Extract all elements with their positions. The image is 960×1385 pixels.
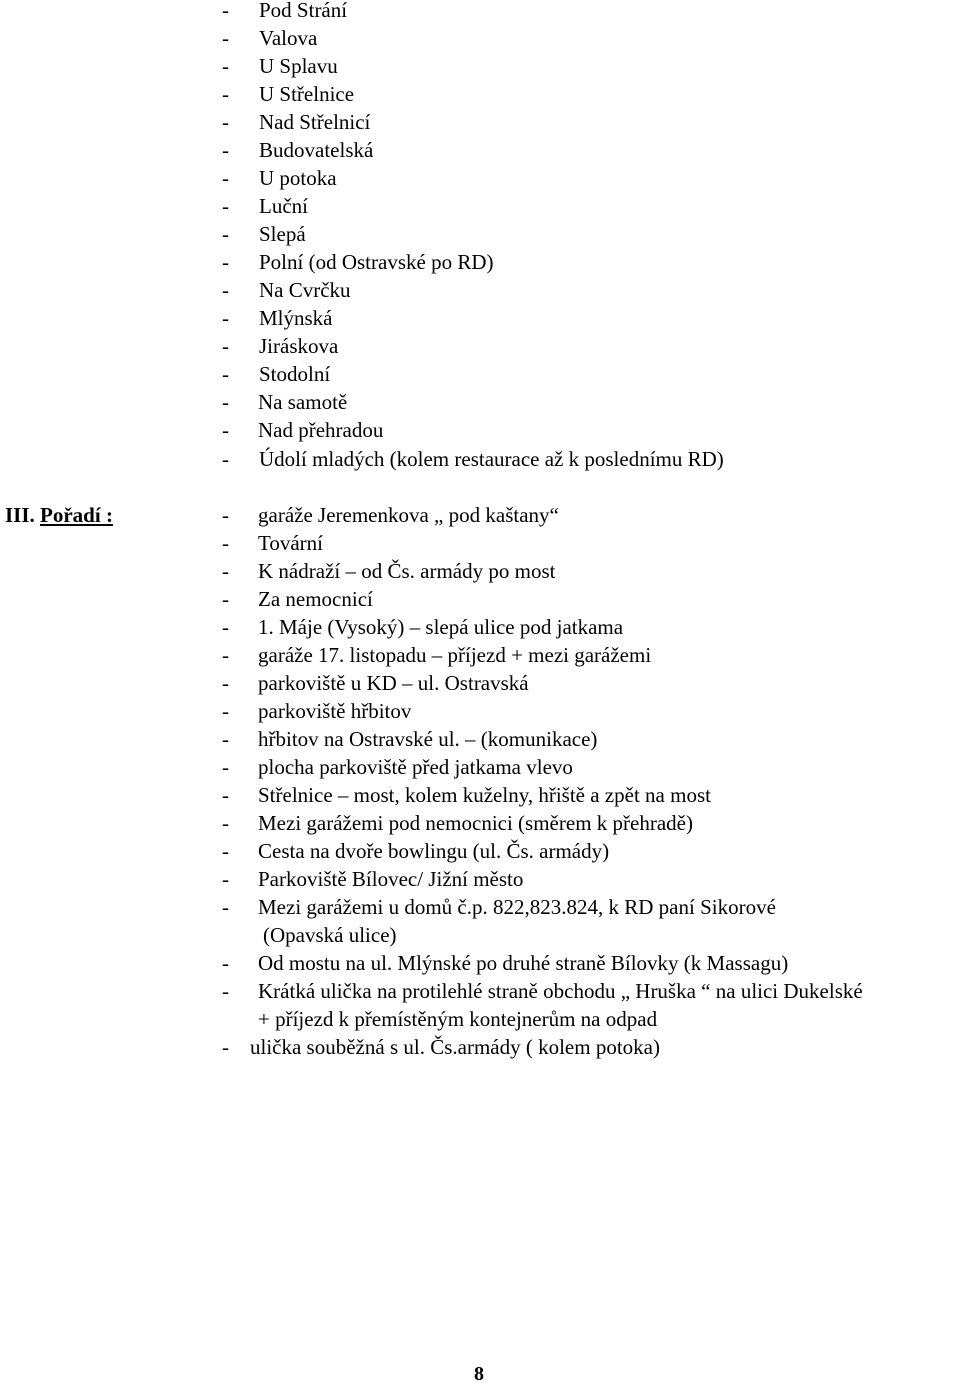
list-item-text: Údolí mladých (kolem restaurace až k poslednímu RD) (259, 447, 724, 471)
list-dash: - (222, 362, 229, 386)
list-item-text: + příjezd k přemístěným kontejnerům na odpad (258, 1007, 658, 1031)
list-dash: - (222, 643, 229, 667)
list-item-text: Slepá (259, 222, 306, 246)
list-item-text: Valova (259, 26, 318, 50)
list-dash: - (222, 26, 229, 50)
list-dash: - (222, 811, 229, 835)
list-item-text: 1. Máje (Vysoký) – slepá ulice pod jatkama (258, 615, 624, 639)
list-dash: - (222, 334, 229, 358)
list-item-text: Za nemocnicí (258, 587, 373, 611)
list-dash: - (222, 531, 229, 555)
list-item-text: garáže Jeremenkova „ pod kaštany“ (258, 503, 559, 527)
list-dash: - (222, 867, 229, 891)
list-item-text: Nad přehradou (258, 418, 384, 442)
section-label: Pořadí : (40, 503, 113, 527)
list-item-text: K nádraží – od Čs. armády po most (258, 559, 556, 583)
list-dash: - (222, 447, 229, 471)
list-dash: - (222, 166, 229, 190)
list-dash: - (222, 278, 229, 302)
list-item-text: Stodolní (259, 362, 331, 386)
list-item-text: Jiráskova (259, 334, 339, 358)
list-dash: - (222, 951, 229, 975)
list-item-text: U Střelnice (259, 82, 355, 106)
list-dash: - (222, 0, 229, 22)
list-item-text: U Splavu (259, 54, 338, 78)
list-dash: - (222, 587, 229, 611)
list-item-text: plocha parkoviště před jatkama vlevo (258, 755, 573, 779)
list-item-text: ulička souběžná s ul. Čs.armády ( kolem potoka) (250, 1035, 660, 1059)
list-item-text: (Opavská ulice) (263, 923, 397, 947)
list-dash: - (222, 699, 229, 723)
list-item-text: Střelnice – most, kolem kuželny, hřiště a zpět na most (258, 783, 711, 807)
list-dash: - (222, 783, 229, 807)
list-item-text: Parkoviště Bílovec/ Jižní město (258, 867, 524, 891)
list-item-text: Na samotě (258, 390, 348, 414)
list-dash: - (222, 615, 229, 639)
list-dash: - (222, 418, 229, 442)
list-item-text: Krátká ulička na protilehlé straně obchodu „ Hruška “ na ulici Dukelské (258, 979, 863, 1003)
list-dash: - (222, 839, 229, 863)
list-dash: - (222, 559, 229, 583)
list-dash: - (222, 390, 229, 414)
list-item-text: Tovární (258, 531, 324, 555)
list-dash: - (222, 194, 229, 218)
page-number: 8 (474, 1363, 484, 1385)
list-dash: - (222, 1035, 229, 1059)
list-dash: - (222, 671, 229, 695)
list-item-text: hřbitov na Ostravské ul. – (komunikace) (258, 727, 598, 751)
list-dash: - (222, 306, 229, 330)
list-dash: - (222, 82, 229, 106)
list-item-text: Na Cvrčku (259, 278, 351, 302)
list-dash: - (222, 979, 229, 1003)
list-dash: - (222, 222, 229, 246)
list-item-text: Pod Strání (259, 0, 348, 22)
list-item-text: Nad Střelnicí (259, 110, 371, 134)
list-item-text: parkoviště hřbitov (258, 699, 412, 723)
list-dash: - (222, 250, 229, 274)
list-item-text: U potoka (259, 166, 337, 190)
list-item-text: Mezi garážemi u domů č.p. 822,823.824, k RD paní Sikorové (258, 895, 776, 919)
list-item-text: Mlýnská (259, 306, 333, 330)
section-number: III. (5, 503, 35, 527)
list-item-text: Luční (259, 194, 308, 218)
section-heading (5, 501, 113, 529)
list-item-text: Budovatelská (259, 138, 374, 162)
list-item-text: parkoviště u KD – ul. Ostravská (258, 671, 529, 695)
list-dash: - (222, 54, 229, 78)
list-dash: - (222, 755, 229, 779)
list-dash: - (222, 138, 229, 162)
list-item-text: Cesta na dvoře bowlingu (ul. Čs. armády) (258, 839, 610, 863)
list-item-text: Polní (od Ostravské po RD) (259, 250, 494, 274)
list-dash: - (222, 503, 229, 527)
list-item-text: Od mostu na ul. Mlýnské po druhé straně Bílovky (k Massagu) (258, 951, 789, 975)
list-dash: - (222, 727, 229, 751)
list-dash: - (222, 895, 229, 919)
list-item-text: garáže 17. listopadu – příjezd + mezi garážemi (258, 643, 652, 667)
list-dash: - (222, 110, 229, 134)
list-item-text: Mezi garážemi pod nemocnici (směrem k přehradě) (258, 811, 693, 835)
